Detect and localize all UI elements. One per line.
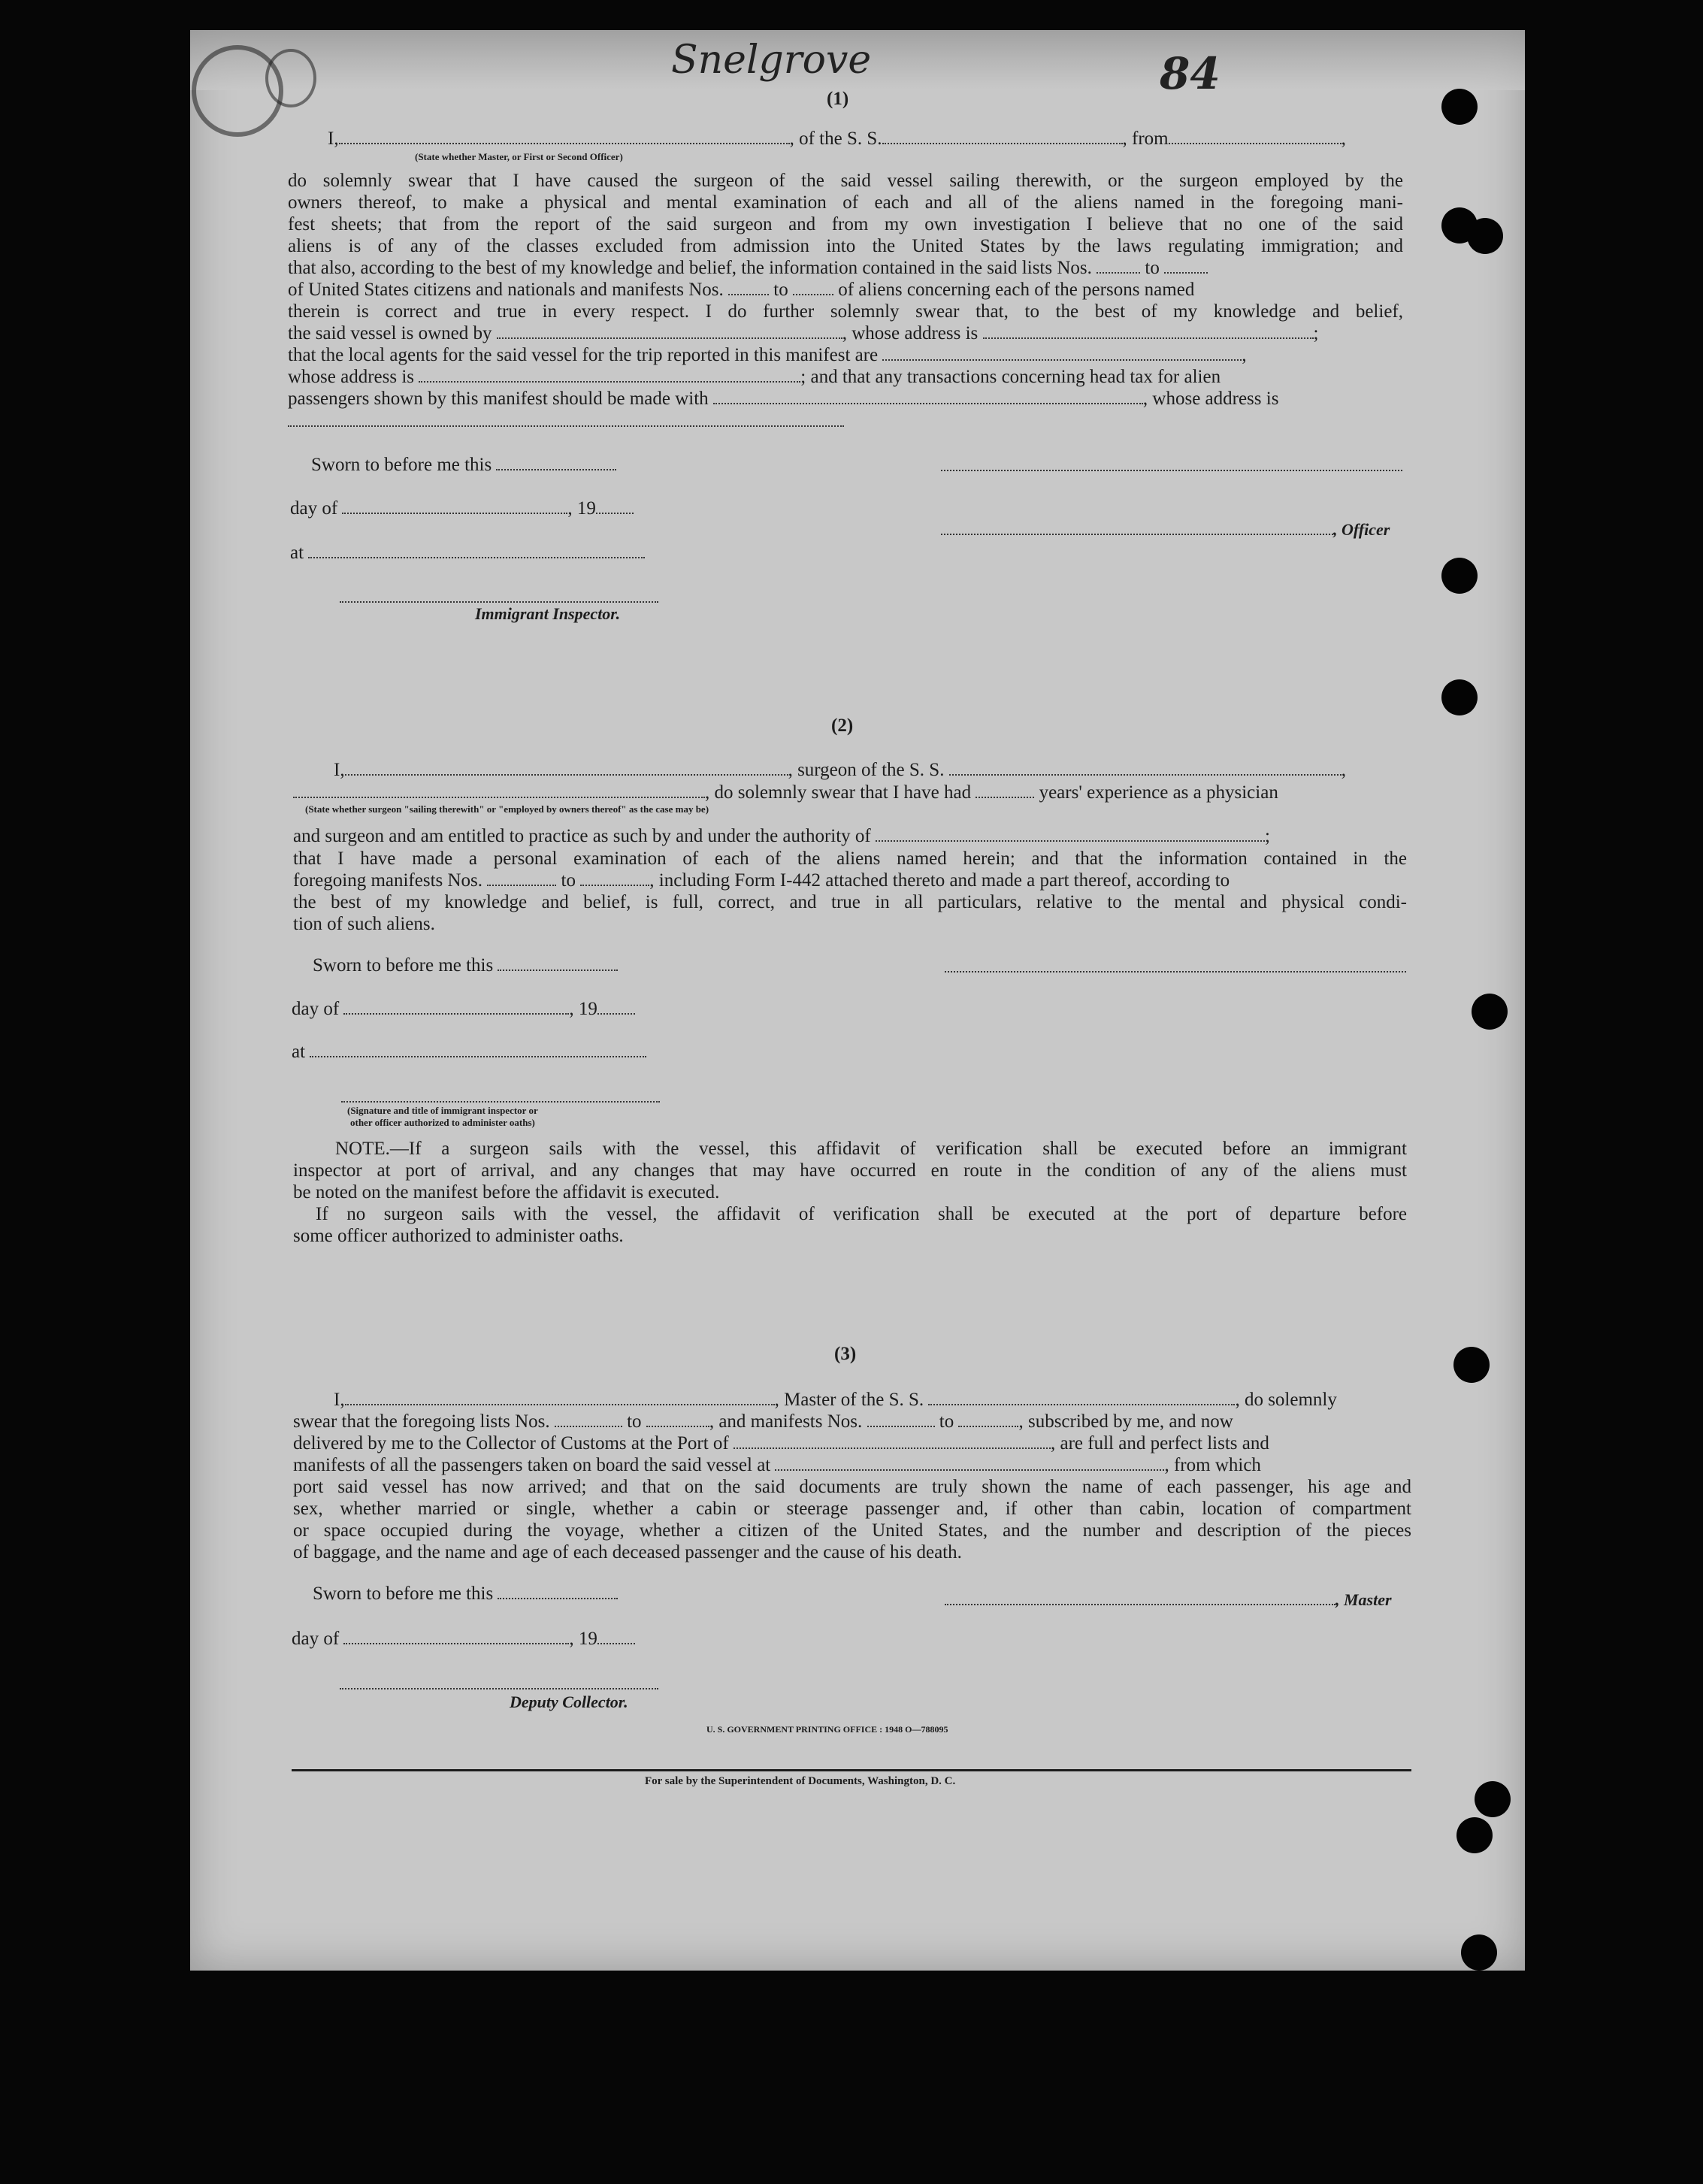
punch-hole bbox=[1472, 994, 1508, 1030]
s3-sworn-line: Sworn to before me this bbox=[313, 1583, 618, 1605]
ink-stamp-2 bbox=[265, 49, 316, 107]
s1-address-line: whose address is ; and that any transactions concerning head tax for alien bbox=[288, 367, 1221, 387]
s3-day-line: day of , 19 bbox=[292, 1628, 635, 1650]
s3-para-line: sex, whether married or single, whether a cabin or steerage passenger and, if other than cabin, location of compartment bbox=[293, 1499, 1411, 1519]
s2-note-line: NOTE.—If a surgeon sails with the vessel, this affidavit of verification shall be executed before an immigrant bbox=[335, 1139, 1407, 1159]
s1-master-note: (State whether Master, or First or Second Officer) bbox=[415, 151, 623, 162]
punch-hole bbox=[1441, 558, 1478, 594]
s1-day-line: day of , 19 bbox=[290, 498, 634, 519]
s2-sig-note-2: other officer authorized to administer oaths) bbox=[350, 1117, 535, 1128]
footer-rule bbox=[292, 1769, 1411, 1771]
s1-owner-line: the said vessel is owned by , whose address is ; bbox=[288, 323, 1319, 343]
s2-day-line: day of , 19 bbox=[292, 998, 635, 1020]
section-3-heading: (3) bbox=[834, 1344, 857, 1364]
gpo-imprint: U. S. GOVERNMENT PRINTING OFFICE : 1948 O—788095 bbox=[706, 1724, 948, 1735]
s1-address-blank bbox=[288, 425, 844, 427]
s2-note-line: If no surgeon sails with the vessel, the affidavit of verification shall be executed at the port of departure before bbox=[316, 1204, 1407, 1224]
s1-para-line: of United States citizens and nationals and manifests Nos. to of aliens concerning each of the persons named bbox=[288, 280, 1195, 300]
section-2-heading: (2) bbox=[831, 715, 854, 736]
s2-para-line: tion of such aliens. bbox=[293, 914, 435, 934]
s2-para-line: that I have made a personal examination of each of the aliens named herein; and that the information contained in the bbox=[293, 848, 1407, 869]
s2-surgeon-note: (State whether surgeon "sailing therewith" or "employed by owners thereof" as the case may be) bbox=[305, 803, 709, 815]
s2-at-line: at bbox=[292, 1041, 646, 1063]
punch-hole bbox=[1475, 1781, 1511, 1817]
sale-notice: For sale by the Superintendent of Documents, Washington, D. C. bbox=[645, 1775, 956, 1787]
s2-authority-line: and surgeon and am entitled to practice as such by and under the authority of ; bbox=[293, 826, 1270, 846]
punch-hole bbox=[1453, 1347, 1490, 1383]
s1-para-line: do solemnly swear that I have caused the surgeon of the said vessel sailing therewith, or the surgeon employed by the bbox=[288, 171, 1403, 191]
s1-para-line: fest sheets; that from the report of the said surgeon and from my own investigation I believe that no one of the said bbox=[288, 214, 1403, 234]
s3-master-sig-line: , Master bbox=[945, 1589, 1392, 1611]
s2-note-line: some officer authorized to administer oaths. bbox=[293, 1226, 624, 1246]
s3-para-line: of baggage, and the name and age of each deceased passenger and the cause of his death. bbox=[293, 1542, 962, 1562]
s3-master-line: I, , Master of the S. S. , do solemnly bbox=[334, 1390, 1337, 1410]
handwritten-number: 84 bbox=[1160, 48, 1221, 99]
s2-note-line: be noted on the manifest before the affidavit is executed. bbox=[293, 1182, 720, 1202]
s1-inspector-title: Immigrant Inspector. bbox=[475, 604, 621, 623]
s1-agents-line: that the local agents for the said vessel for the trip reported in this manifest are , bbox=[288, 345, 1247, 365]
punch-hole bbox=[1441, 679, 1478, 715]
s3-port-line: delivered by me to the Collector of Customs at the Port of , are full and perfect lists and bbox=[293, 1433, 1269, 1453]
s2-sworn-line: Sworn to before me this bbox=[313, 954, 618, 976]
s2-para-line: the best of my knowledge and belief, is full, correct, and true in all particulars, relative to the mental and physical condi- bbox=[293, 892, 1407, 912]
s3-para-line: port said vessel has now arrived; and that on the said documents are truly shown the name of each passenger, his age and bbox=[293, 1477, 1411, 1497]
s2-manifests-line: foregoing manifests Nos. to , including Form I-442 attached thereto and made a part thereof, according to bbox=[293, 870, 1230, 891]
s2-experience-line: , do solemnly swear that I have had years' experience as a physician bbox=[293, 782, 1278, 803]
punch-hole bbox=[1456, 1817, 1493, 1853]
s1-para-line: owners thereof, to make a physical and mental examination of each and all of the aliens named in the foregoing mani- bbox=[288, 192, 1403, 213]
s1-sworn-line: Sworn to before me this bbox=[311, 454, 616, 476]
s1-inspector-sig[interactable] bbox=[340, 601, 658, 603]
s1-officer-line: , Officer bbox=[941, 519, 1390, 540]
s1-officer-sig-top[interactable] bbox=[941, 470, 1402, 471]
s2-sig-note-1: (Signature and title of immigrant inspector or bbox=[347, 1105, 538, 1116]
s2-surgeon-sig[interactable] bbox=[945, 971, 1406, 973]
s3-para-line: or space occupied during the voyage, whether a citizen of the United States, and the number and description of the pieces bbox=[293, 1520, 1411, 1541]
s3-collector-sig[interactable] bbox=[340, 1688, 658, 1689]
handwritten-name: Snelgrove bbox=[671, 38, 872, 83]
section-1-heading: (1) bbox=[827, 89, 849, 109]
s3-lists-line: swear that the foregoing lists Nos. to , and manifests Nos. to , subscribed by me, and now bbox=[293, 1411, 1233, 1432]
punch-hole bbox=[1467, 218, 1503, 254]
s2-surgeon-line: I, , surgeon of the S. S. , bbox=[334, 760, 1346, 780]
punch-hole bbox=[1441, 89, 1478, 125]
s2-note-line: inspector at port of arrival, and any changes that may have occurred en route in the condition of any of the aliens must bbox=[293, 1160, 1407, 1181]
s1-headtax-line: passengers shown by this manifest should be made with , whose address is bbox=[288, 389, 1279, 409]
punch-hole bbox=[1461, 1934, 1497, 1971]
s2-inspector-sig[interactable] bbox=[341, 1101, 660, 1103]
s3-vessel-line: manifests of all the passengers taken on board the said vessel at , from which bbox=[293, 1455, 1261, 1475]
s1-para-line: aliens is of any of the classes excluded from admission into the United States by the laws regulating immigration; and bbox=[288, 236, 1403, 256]
s1-para-line: that also, according to the best of my knowledge and belief, the information contained in the said lists Nos. to bbox=[288, 257, 1208, 279]
s1-at-line: at bbox=[290, 542, 645, 564]
s1-master-line: I, , of the S. S. , from , bbox=[328, 129, 1346, 149]
s1-para-line: therein is correct and true in every respect. I do further solemnly swear that, to the best of my knowledge and belief, bbox=[288, 301, 1403, 322]
s3-collector-title: Deputy Collector. bbox=[510, 1692, 628, 1711]
